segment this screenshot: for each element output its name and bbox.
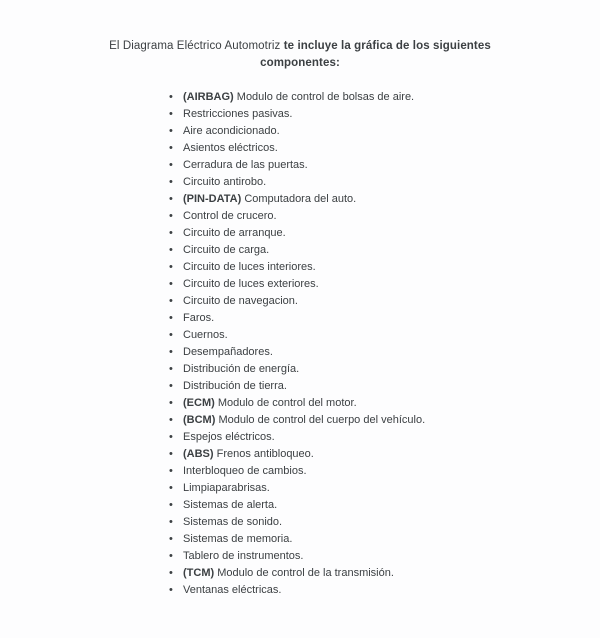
bullet-icon: • — [169, 210, 173, 222]
list-item — [169, 157, 600, 174]
bullet-icon: • — [169, 227, 173, 239]
list-item — [169, 293, 600, 310]
bullet-icon: • — [169, 397, 173, 409]
bullet-icon: • — [169, 159, 173, 171]
item-text: Circuito de navegacion. — [183, 295, 298, 307]
item-text: Restricciones pasivas. — [183, 108, 293, 120]
list-item — [169, 531, 600, 548]
bullet-icon: • — [169, 312, 173, 324]
item-text: Circuito de luces interiores. — [183, 261, 316, 273]
item-acronym: (TCM) — [183, 567, 218, 579]
item-text: Circuito de luces exteriores. — [183, 278, 319, 290]
bullet-icon: • — [169, 125, 173, 137]
bullet-icon: • — [169, 244, 173, 256]
list-item — [169, 191, 600, 208]
bullet-icon: • — [169, 516, 173, 528]
list-item — [169, 208, 600, 225]
bullet-icon: • — [169, 108, 173, 120]
bullet-icon: • — [169, 329, 173, 341]
item-text: Limpiaparabrisas. — [183, 482, 270, 494]
bullet-icon: • — [169, 567, 173, 579]
list-item — [169, 89, 600, 106]
bullet-icon: • — [169, 499, 173, 511]
item-text: Distribución de tierra. — [183, 380, 287, 392]
document-title — [100, 38, 500, 72]
item-text: Circuito antirobo. — [183, 176, 267, 188]
item-acronym: (PIN-DATA) — [183, 193, 245, 205]
bullet-icon: • — [169, 533, 173, 545]
document-page — [0, 38, 600, 638]
item-text: Ventanas eléctricas. — [183, 584, 282, 596]
list-item — [169, 429, 600, 446]
list-item — [169, 259, 600, 276]
item-text: Modulo de control del cuerpo del vehículo. — [218, 414, 426, 426]
bullet-icon: • — [169, 176, 173, 188]
list-item — [169, 463, 600, 480]
list-item — [169, 565, 600, 582]
item-acronym: (BCM) — [183, 414, 219, 426]
item-text: Asientos eléctricos. — [183, 142, 278, 154]
bullet-icon: • — [169, 91, 173, 103]
list-item — [169, 344, 600, 361]
list-item — [169, 310, 600, 327]
list-item — [169, 327, 600, 344]
list-item — [169, 276, 600, 293]
list-item — [169, 123, 600, 140]
list-item — [169, 446, 600, 463]
bullet-icon: • — [169, 448, 173, 460]
item-acronym: (AIRBAG) — [183, 91, 237, 103]
list-item — [169, 242, 600, 259]
item-acronym: (ECM) — [183, 397, 218, 409]
bullet-icon: • — [169, 550, 173, 562]
list-item — [169, 106, 600, 123]
item-text: Interbloqueo de cambios. — [183, 465, 307, 477]
item-text: Tablero de instrumentos. — [183, 550, 304, 562]
list-item — [169, 225, 600, 242]
item-text: Modulo de control de la transmisión. — [217, 567, 394, 579]
list-item — [169, 514, 600, 531]
item-text: Circuito de arranque. — [183, 227, 286, 239]
bullet-icon: • — [169, 465, 173, 477]
list-item — [169, 412, 600, 429]
item-text: Aire acondicionado. — [183, 125, 280, 137]
item-text: Frenos antibloqueo. — [216, 448, 314, 460]
title-regular-text: El Diagrama Eléctrico Automotriz — [109, 40, 284, 52]
item-text: Modulo de control del motor. — [217, 397, 357, 409]
item-text: Espejos eléctricos. — [183, 431, 275, 443]
list-item — [169, 548, 600, 565]
bullet-icon: • — [169, 295, 173, 307]
bullet-icon: • — [169, 414, 173, 426]
list-item — [169, 361, 600, 378]
item-text: Control de crucero. — [183, 210, 277, 222]
list-item — [169, 582, 600, 599]
item-text: Computadora del auto. — [244, 193, 357, 205]
bullet-icon: • — [169, 142, 173, 154]
bullet-icon: • — [169, 346, 173, 358]
list-item — [169, 174, 600, 191]
list-item — [169, 480, 600, 497]
item-text: Faros. — [183, 312, 215, 324]
bullet-icon: • — [169, 193, 173, 205]
bullet-icon: • — [169, 261, 173, 273]
item-text: Cerradura de las puertas. — [183, 159, 308, 171]
bullet-icon: • — [169, 278, 173, 290]
title-bold-text: te incluye la gráfica de los siguientes componentes: — [260, 40, 491, 69]
item-text: Sistemas de sonido. — [183, 516, 283, 528]
list-item — [169, 378, 600, 395]
list-item — [169, 497, 600, 514]
item-text: Desempañadores. — [183, 346, 273, 358]
component-list — [169, 89, 600, 599]
item-text: Modulo de control de bolsas de aire. — [236, 91, 415, 103]
item-text: Distribución de energía. — [183, 363, 300, 375]
bullet-icon: • — [169, 482, 173, 494]
list-item — [169, 140, 600, 157]
bullet-icon: • — [169, 584, 173, 596]
item-acronym: (ABS) — [183, 448, 217, 460]
item-text: Sistemas de alerta. — [183, 499, 278, 511]
bullet-icon: • — [169, 380, 173, 392]
item-text: Sistemas de memoria. — [183, 533, 293, 545]
item-text: Cuernos. — [183, 329, 228, 341]
bullet-icon: • — [169, 363, 173, 375]
bullet-icon: • — [169, 431, 173, 443]
item-text: Circuito de carga. — [183, 244, 270, 256]
list-item — [169, 395, 600, 412]
